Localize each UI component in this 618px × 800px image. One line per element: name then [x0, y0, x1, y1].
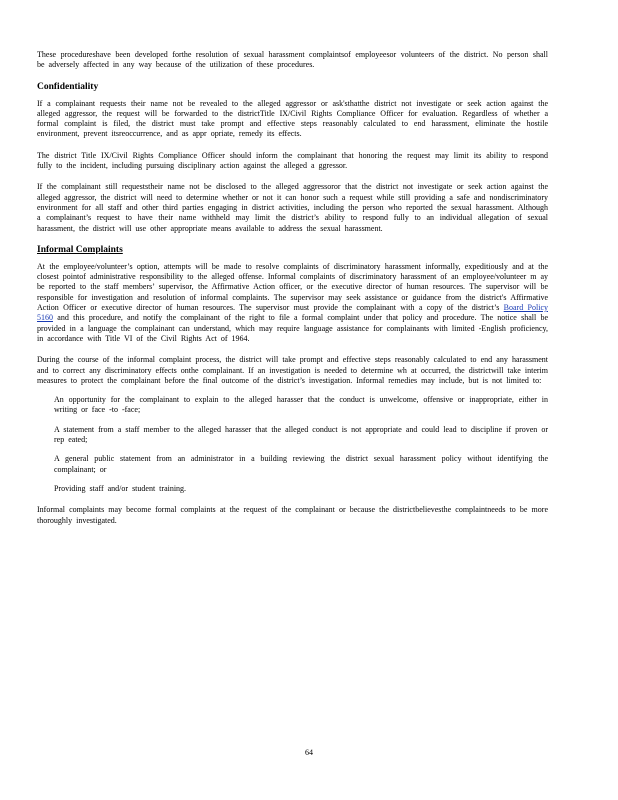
- informal-paragraph-1: [37, 262, 548, 344]
- informal-paragraph-3: Informal complaints may become formal complaints at the request of the complainant or because the districtbelievesthe complaintneeds to be more thoroughly investigated.: [37, 505, 548, 525]
- intro-paragraph: These procedureshave been developed forthe resolution of sexual harassment complaintsof employeesor volunteers of the district. No person shall be adversely affected in any way because of the utilization of these procedures.: [37, 50, 548, 70]
- list-item: [37, 484, 548, 494]
- confidentiality-paragraph-1: If a complainant requests their name not be revealed to the alleged aggressor or ask'sthatthe district not investigate or seek action against the alleged aggressor, the request will be forwarded to the districtTitle IX/Civil Rights Compliance Officer for evaluation. Regardless of whether a formal complaint is filed, the district must take prompt and effective steps reasonably calculated to end harassment, eliminate the hostile environment, prevent itsreoccurrence, and as appr opriate, remedy its effects.: [37, 98, 548, 139]
- list-item: [37, 454, 548, 475]
- list-item-text: An opportunity for the complainant to explain to the alleged harasser that the conduct is unwelcome, offensive or inappropriate, either in writing or face -to -face;: [54, 395, 548, 415]
- confidentiality-heading: Confidentiality: [37, 81, 99, 92]
- confidentiality-paragraph-3: If the complainant still requeststheir name not be disclosed to the alleged aggressoror that the district not investigate or seek action against the alleged aggressor, the district will need to determine whether or not it can honor such a request while still providing a safe and nondiscriminatory environment for all staff and other third parties engaging in district activities, including the person who reported the sexual harassment. Although a complainant’s request to have their name withheld may limit the district’s ability to respond fully to an individual allegation of sexual harassment, the district will use other appropriate means available to address the sexual harassment.: [37, 182, 548, 233]
- confidentiality-paragraph-2: The district Title IX/Civil Rights Compliance Officer should inform the complainant that honoring the request may limit its ability to respond fully to the incident, including pursuing disciplinary action against the alleged a ggressor.: [37, 150, 548, 171]
- informal-paragraph-1-continued: and this procedure, and notify the complainant of the right to file a formal complaint under that policy and procedure. The notice shall be provided in a language the complainant can understand, which may require language assistance for complainants with limited -English proficiency, in accordance with Title VI of the Civil Rights Act of 1964.: [37, 313, 549, 343]
- informal-complaints-heading: Informal Complaints: [37, 244, 123, 255]
- list-item: [37, 395, 548, 416]
- informal-paragraph-1-text: At the employee/volunteer’s option, attempts will be made to resolve complaints of discriminatory harassment informally, expeditiously and at the closest pointof administrative responsibility to the alleged offense. Informal complaints of discriminatory harassment of an employee/volunteer m ay be reported to the staff members’ supervisor, the Affirmative Action officer, or the executive director of human resources. The supervisor will be responsible for investigation and resolution of informal complaints. The supervisor may seek assistance or guidance from the district's Affirmative Action Officer or executive director of human resources. The supervisor must provide the complainant with a copy of the district’s: [37, 261, 548, 313]
- list-item: [37, 425, 548, 446]
- list-item-text: Providing staff and/or student training.: [54, 483, 187, 493]
- list-item-text: A general public statement from an administrator in a building reviewing the district sexual harassment policy without identifying the complainant; or: [54, 454, 548, 474]
- page-number: 64: [305, 748, 313, 757]
- list-item-text: A statement from a staff member to the alleged harasser that the alleged conduct is not appropriate and could lead to discipline if proven or rep eated;: [54, 424, 548, 445]
- remedies-list: [37, 395, 548, 494]
- board-policy-5160-link[interactable]: Board Policy 5160: [37, 303, 548, 323]
- informal-paragraph-2: During the course of the informal complaint process, the district will take prompt and effective steps reasonably calculated to end any harassment and to correct any discriminatory effects onthe complainant. If an investigation is needed to determine wh at occurred, the districtwill take interim measures to protect the complainant before the final outcome of the district’s investigation. Informal remedies may include, but is not limited to:: [37, 355, 548, 385]
